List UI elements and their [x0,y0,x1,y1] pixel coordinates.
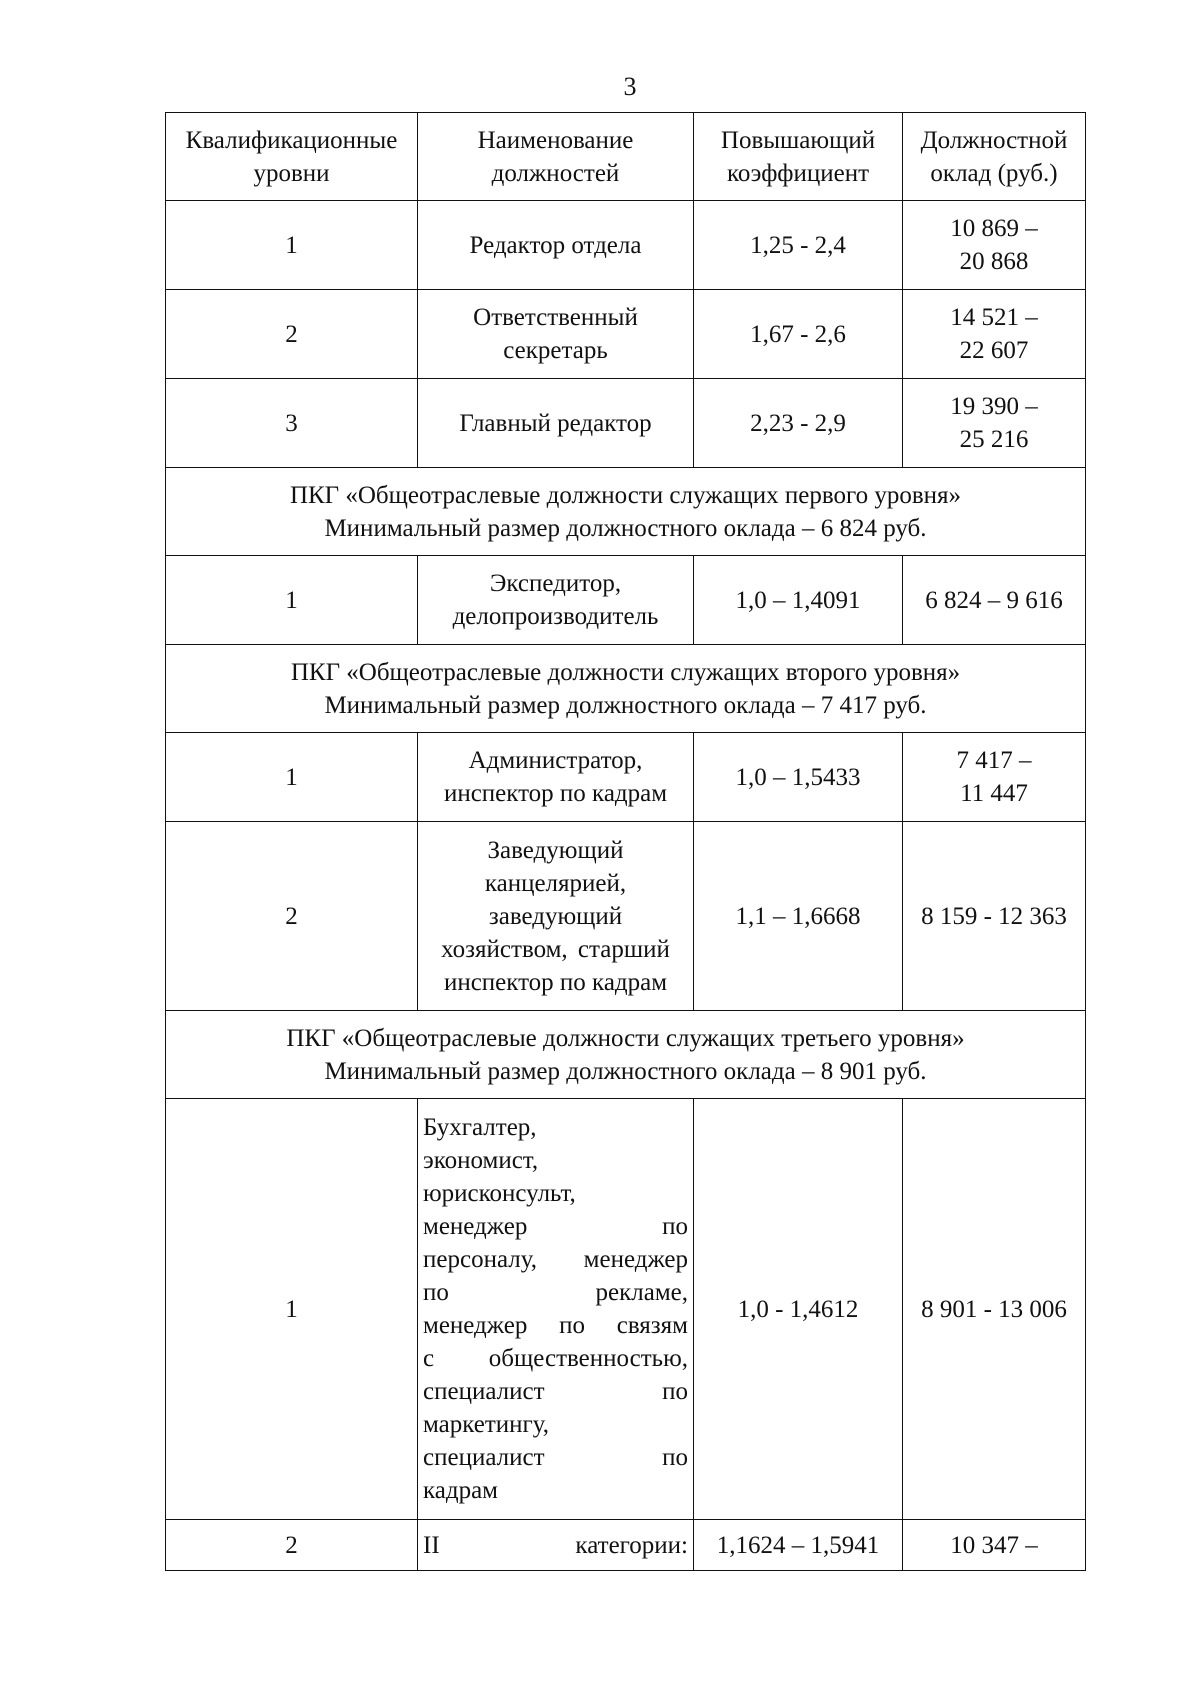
group-header-row [166,645,1086,733]
header-salary: Должностной оклад (руб.) [903,113,1086,201]
cell-position: II категории: [418,1520,694,1571]
salary-table [165,112,1086,1571]
cell-level: 1 [166,556,418,645]
cell-level: 1 [166,201,418,290]
table-row [166,1520,1086,1571]
cell-salary: 10 347 – [903,1520,1086,1571]
cell-salary: 14 521 – 22 607 [903,290,1086,379]
group-title: ПКГ «Общеотраслевые должности служащих первого уровня» [289,481,962,509]
cell-position: Администратор, инспектор по кадрам [418,733,694,822]
cell-coef: 2,23 - 2,9 [694,379,903,468]
cell-coef: 1,67 - 2,6 [694,290,903,379]
page-number: 3 [623,72,637,101]
cell-coef: 1,0 - 1,4612 [694,1099,903,1520]
group-header [166,468,1086,556]
cell-position: Главный редактор [418,379,694,468]
cell-position: Бухгалтер, экономист, юрисконсульт, менеджер по персоналу, менеджер по рекламе, менеджер по связям с общественностью, специалист по маркетингу, специалист по кадрам [418,1099,694,1520]
cell-level: 2 [166,1520,418,1571]
table-row [166,379,1086,468]
table-row [166,290,1086,379]
cell-position: Экспедитор, делопроизводитель [418,556,694,645]
cell-salary: 8 901 - 13 006 [903,1099,1086,1520]
cell-salary: 6 824 – 9 616 [903,556,1086,645]
group-header [166,1011,1086,1099]
header-level: Квалификационные уровни [166,113,418,201]
cell-level: 2 [166,290,418,379]
cell-salary: 8 159 - 12 363 [903,822,1086,1011]
table-row [166,201,1086,290]
cell-position: Редактор отдела [418,201,694,290]
group-header [166,645,1086,733]
cell-level: 1 [166,733,418,822]
cell-coef: 1,0 – 1,4091 [694,556,903,645]
cell-coef: 1,1624 – 1,5941 [694,1520,903,1571]
cell-position: Ответственный секретарь [418,290,694,379]
group-header-row [166,1011,1086,1099]
cell-salary: 10 869 – 20 868 [903,201,1086,290]
cell-salary: 7 417 – 11 447 [903,733,1086,822]
cell-coef: 1,25 - 2,4 [694,201,903,290]
header-coef: Повышающий коэффициент [694,113,903,201]
cell-coef: 1,0 – 1,5433 [694,733,903,822]
cell-level: 3 [166,379,418,468]
table-row [166,556,1086,645]
cell-salary: 19 390 – 25 216 [903,379,1086,468]
cell-level: 1 [166,1099,418,1520]
cell-position: Заведующий канцелярией, заведующий хозяйством, старший инспектор по кадрам [418,822,694,1011]
group-min-salary: Минимальный размер должностного оклада – 6 824 руб. [324,514,927,542]
table-row [166,733,1086,822]
group-title: ПКГ «Общеотраслевые должности служащих третьего уровня» [286,1024,965,1052]
table-header-row [166,113,1086,201]
header-position: Наименование должностей [418,113,694,201]
group-title: ПКГ «Общеотраслевые должности служащих второго уровня» [290,658,961,686]
group-min-salary: Минимальный размер должностного оклада – 7 417 руб. [324,691,927,719]
cell-coef: 1,1 – 1,6668 [694,822,903,1011]
table-row [166,822,1086,1011]
group-header-row [166,468,1086,556]
table-row [166,1099,1086,1520]
cell-level: 2 [166,822,418,1011]
group-min-salary: Минимальный размер должностного оклада – 8 901 руб. [324,1057,927,1085]
